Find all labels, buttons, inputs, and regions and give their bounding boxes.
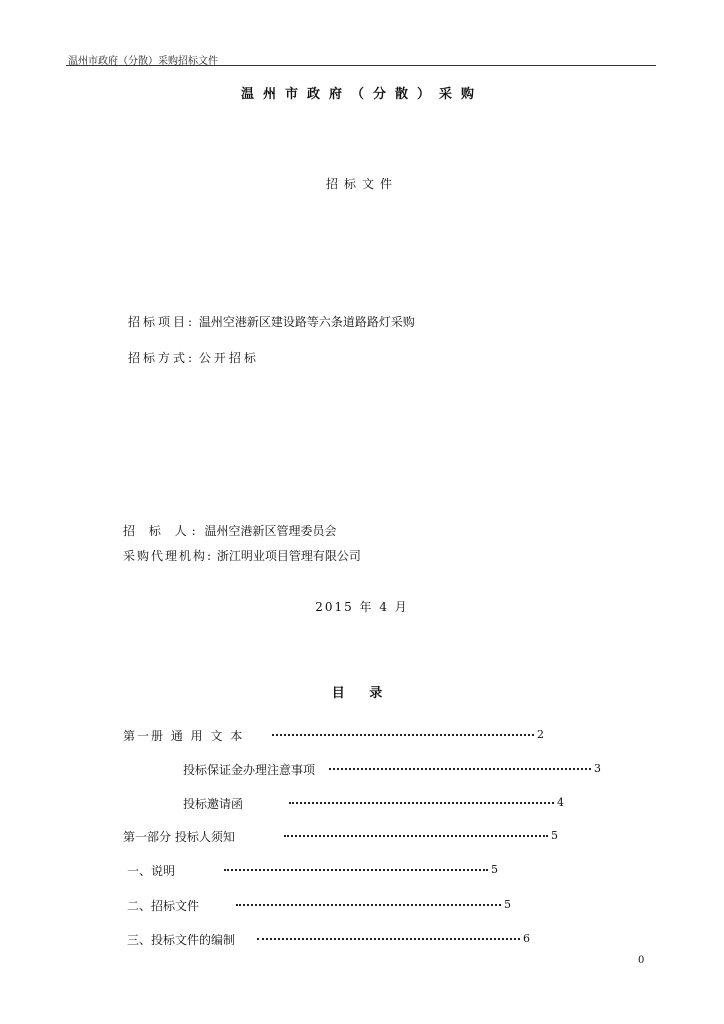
agency-field <box>123 547 361 564</box>
toc-item-label[interactable]: 第一册 通 用 文 本 <box>123 729 245 743</box>
toc-item-page: 2 <box>537 728 544 741</box>
method-label: 招标方式: <box>128 351 196 365</box>
toc-item-page: 5 <box>551 829 558 842</box>
method-value: 公开招标 <box>198 351 259 365</box>
toc-item-page: 4 <box>557 796 564 809</box>
toc-leader <box>329 768 591 770</box>
toc-title: 目 录 <box>331 686 393 701</box>
agency-label: 采购代理机构: <box>123 549 214 563</box>
issue-date: 2015 年 4 月 <box>315 600 409 614</box>
toc-item-label[interactable]: 第一部分 投标人须知 <box>123 830 235 844</box>
project-value: 温州空港新区建设路等六条道路路灯采购 <box>198 315 415 329</box>
toc-item-page: 5 <box>491 863 498 876</box>
page-number: 0 <box>638 955 645 966</box>
tenderer-field <box>123 522 337 539</box>
tenderer-label: 招 标 人: <box>123 524 201 538</box>
agency-value: 浙江明业项目管理有限公司 <box>216 549 361 563</box>
header-rule <box>66 65 656 66</box>
method-field <box>128 349 259 366</box>
project-label: 招标项目: <box>128 315 196 329</box>
toc-leader <box>257 938 520 940</box>
toc-leader <box>272 734 534 736</box>
document-type: 招标文件 <box>325 177 398 191</box>
toc-leader <box>236 904 501 906</box>
running-header: 温州市政府（分散）采购招标文件 <box>68 56 218 67</box>
toc-leader <box>289 802 554 804</box>
toc-item-label[interactable]: 三、投标文件的编制 <box>127 933 236 947</box>
toc-leader <box>224 869 488 871</box>
toc-item-label[interactable]: 二、招标文件 <box>127 899 200 913</box>
toc-leader <box>284 835 548 837</box>
toc-item-label[interactable]: 投标邀请函 <box>183 797 244 811</box>
toc-item-label[interactable]: 一、说明 <box>127 864 176 878</box>
toc-item-page: 5 <box>504 898 511 911</box>
project-field <box>128 313 415 330</box>
document-title: 温州市政府（分散）采购 <box>240 87 483 102</box>
toc-item-label[interactable]: 投标保证金办理注意事项 <box>183 763 316 777</box>
toc-item-page: 3 <box>594 762 601 775</box>
toc-item-page: 6 <box>523 932 530 945</box>
tenderer-value: 温州空港新区管理委员会 <box>204 524 337 538</box>
